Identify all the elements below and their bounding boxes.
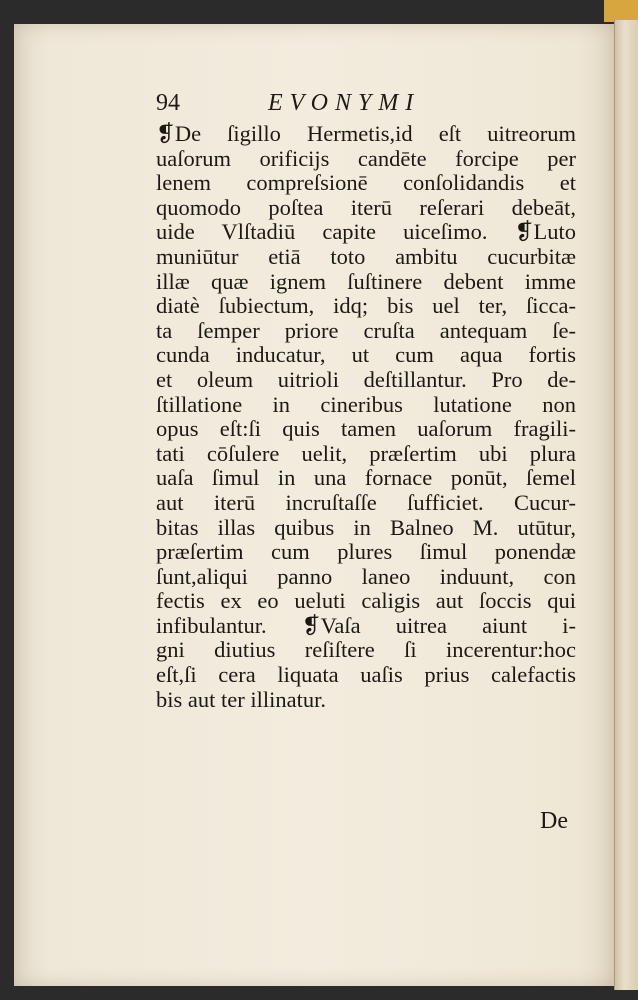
text-line: diatè ſubiectum, idq; bis uel ter, ſicca- xyxy=(156,293,576,319)
text-line: eſt,ſi cera liquata uaſis prius calefactis xyxy=(156,662,576,688)
text-line: bis aut ter illinatur. xyxy=(156,686,326,712)
text-line: fectis ex eo ueluti caligis aut ſoccis qui xyxy=(156,588,576,614)
text-line: ſunt,aliqui panno laneo induunt, con xyxy=(156,563,576,589)
text-line: bitas illas quibus in Balneo M. utūtur, xyxy=(156,514,576,540)
catchword: De xyxy=(540,808,568,834)
text-line: ❡De ſigillo Hermetis,id eſt uitreorum xyxy=(156,121,576,146)
text-line: ta ſemper priore cruſta antequam ſe- xyxy=(156,317,576,343)
body-text xyxy=(156,122,576,712)
adjacent-page-edge xyxy=(614,20,638,990)
text-line: uaſa ſimul in una fornace ponūt, ſemel xyxy=(156,465,576,491)
text-line: uaſorum orificijs candēte forcipe per xyxy=(156,145,576,171)
text-line: uide Vlſtadiū capite uiceſimo. ❡Luto xyxy=(156,219,576,245)
text-line: ſtillatione in cineribus lutatione non xyxy=(156,391,576,417)
page-tab-strip xyxy=(604,0,638,22)
text-line: præſertim cum plures ſimul ponendæ xyxy=(156,539,576,565)
text-line: tati cōſulere uelit, præſertim ubi plura xyxy=(156,440,576,466)
text-line: gni diutius reſiſtere ſi incerentur:hoc xyxy=(156,637,576,663)
text-line: opus eſt:ſi quis tamen uaſorum fragili- xyxy=(156,416,576,442)
page-number: 94 xyxy=(156,90,180,116)
text-line: illæ quæ ignem ſuſtinere debent imme xyxy=(156,268,576,294)
text-line: cunda inducatur, ut cum aqua fortis xyxy=(156,342,576,368)
text-line: lenem compreſsionē conſolidandis et xyxy=(156,170,576,196)
text-line: aut iterū incruſtaſſe ſufficiet. Cucur- xyxy=(156,489,576,515)
text-line: infibulantur. ❡Vaſa uitrea aiunt i- xyxy=(156,612,576,638)
text-line: quomodo poſtea iterū reſerari debeāt, xyxy=(156,194,576,220)
text-line: et oleum uitrioli deſtillantur. Pro de- xyxy=(156,366,576,392)
page-header xyxy=(156,90,586,120)
text-line: muniūtur etiā toto ambitu cucurbitæ xyxy=(156,243,576,269)
running-head: EVONYMI xyxy=(268,90,421,116)
